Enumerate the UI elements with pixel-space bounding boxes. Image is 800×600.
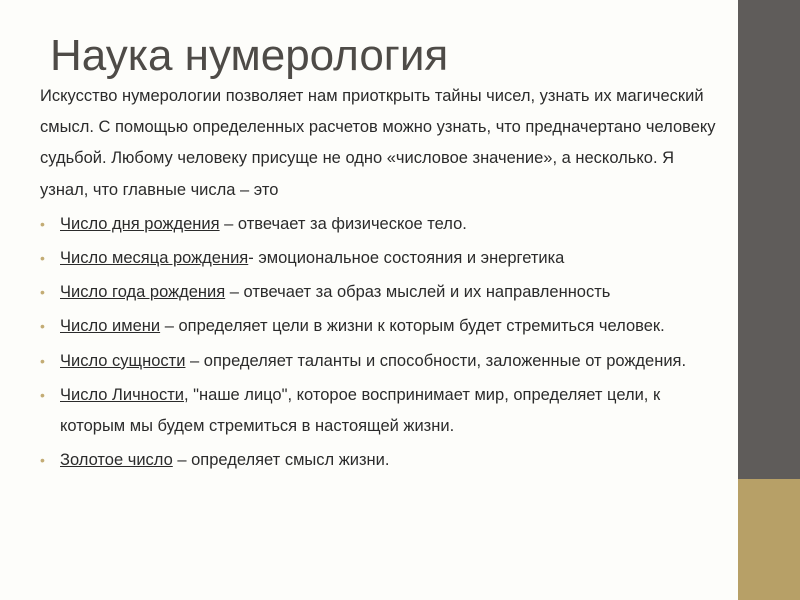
bullet-list: [40, 209, 720, 477]
bullet-term: Число дня рождения: [60, 214, 220, 233]
bullet-term: Число месяца рождения: [60, 249, 249, 268]
slide-content: [40, 81, 720, 476]
bullet-icon: •: [40, 452, 45, 469]
list-item: [40, 380, 720, 442]
bullet-text: – отвечает за физическое тело.: [219, 214, 467, 233]
bullet-icon: •: [40, 318, 45, 335]
bullet-icon: •: [40, 250, 45, 267]
bullet-text: – отвечает за образ мыслей и их направленность: [225, 283, 611, 302]
bullet-text: - эмоциональное состояния и энергетика: [248, 249, 565, 268]
bullet-term: Золотое число: [60, 451, 173, 470]
slide-title: Наука нумерология: [50, 31, 449, 80]
bullet-icon: •: [40, 215, 45, 232]
bullet-term: Число имени: [60, 317, 161, 336]
list-item: [40, 346, 720, 377]
list-item: [40, 243, 720, 274]
bullet-term: Число сущности: [60, 351, 186, 370]
bullet-icon: •: [40, 386, 45, 403]
list-item: [40, 277, 720, 308]
list-item: [40, 209, 720, 240]
bullet-text: – определяет цели в жизни к которым будет стремиться человек.: [160, 317, 665, 336]
list-item: [40, 445, 720, 476]
bullet-icon: •: [40, 352, 45, 369]
intro-paragraph: Искусство нумерологии позволяет нам приоткрыть тайны чисел, узнать их магический смысл. С помощью определенных расчетов можно узнать, что предначертано человеку судьбой. Любому человеку присуще не одно «числовое значение», а несколько. Я узнал, что главные числа – это: [40, 87, 716, 199]
list-item: [40, 311, 720, 342]
bullet-text: – определяет смысл жизни.: [172, 451, 390, 470]
bullet-text: – определяет таланты и способности, заложенные от рождения.: [185, 351, 687, 370]
bullet-term: Число Личности: [60, 385, 184, 404]
bullet-icon: •: [40, 284, 45, 301]
bullet-text: , "наше лицо", которое воспринимает мир, определяет цели, к которым мы будем стремиться в настоящей жизни.: [60, 385, 661, 436]
bullet-term: Число года рождения: [60, 283, 226, 302]
side-accent-block: [738, 479, 800, 600]
